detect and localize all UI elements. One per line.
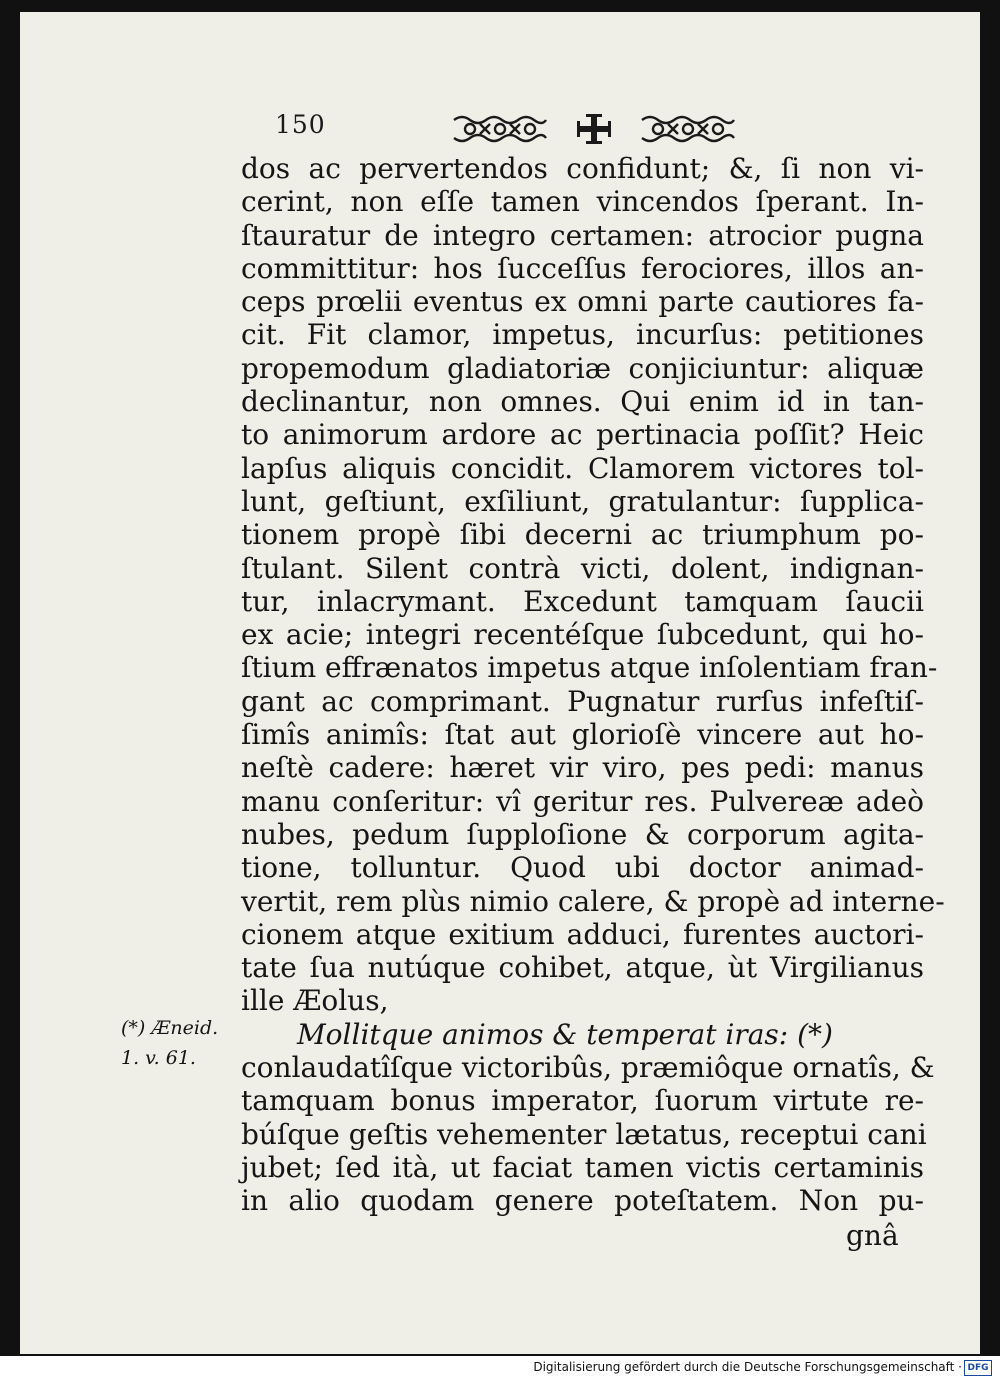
page-number: 150	[275, 110, 326, 139]
text-line: tamquam bonus imperator, ſuorum virtute re-	[241, 1084, 924, 1118]
text-line: ſtulant. Silent contrà victi, dolent, indignan-	[241, 551, 924, 585]
text-line: ſtium effrænatos impetus atque inſolentiam fran-	[241, 651, 938, 685]
text-line: tione, tolluntur. Quod ubi doctor animad-	[241, 851, 924, 885]
text-line: tionem propè ſibi decerni ac triumphum po-	[241, 518, 924, 552]
text-line: tate ſua nutúque cohibet, atque, ùt Virgilianus	[241, 951, 924, 985]
marginal-note-line: (*) Æneid.	[121, 1017, 219, 1039]
book-page	[20, 12, 980, 1354]
footer-credit: Digitalisierung gefördert durch die Deutsche Forschungsgemeinschaft ·	[533, 1360, 962, 1374]
quotation-line: Mollitque animos & temperat iras: (*)	[297, 1017, 833, 1051]
text-line: committitur: hos ſucceſſus ferociores, illos an-	[241, 251, 924, 285]
text-line: manu conſeritur: vî geritur res. Pulvereæ adeò	[241, 784, 924, 818]
text-line: cerint, non eſſe tamen vincendos ſperant. In-	[241, 185, 924, 219]
headpiece-cross-icon	[576, 112, 612, 146]
text-line: to animorum ardore ac pertinacia poſſit? Heic	[241, 418, 924, 452]
headpiece-ornament-right-icon	[638, 112, 738, 146]
text-line: cionem atque exitium adduci, furentes auctori-	[241, 917, 924, 951]
page-content	[20, 12, 980, 1354]
marginal-note-line: 1. v. 61.	[121, 1047, 196, 1069]
text-line: conlaudatîſque victoribûs, præmiôque ornatîs, &	[241, 1051, 935, 1085]
body-text	[241, 152, 945, 1218]
text-line: ex acie; integri recentéſque ſubcedunt, qui ho-	[241, 618, 924, 652]
text-line: lunt, geſtiunt, exſiliunt, gratulantur: ſupplica-	[241, 484, 924, 518]
text-line: gant ac comprimant. Pugnatur rurſus infeſtiſ-	[241, 684, 924, 718]
text-line: nubes, pedum ſupploſione & corporum agita-	[241, 817, 924, 851]
marginal-note	[121, 1013, 218, 1073]
catchword: gnâ	[846, 1219, 899, 1252]
text-line: cit. Fit clamor, impetus, incurſus: petitiones	[241, 318, 924, 352]
text-line: declinantur, non omnes. Qui enim id in tan-	[241, 385, 924, 419]
text-line: dos ac pervertendos confidunt; &, ſi non vi-	[241, 152, 924, 185]
text-line: lapſus aliquis concidit. Clamorem victores tol-	[241, 451, 924, 485]
text-line: vertit, rem plùs nimio calere, & propè ad interne-	[241, 884, 945, 918]
text-line: ille Æolus,	[241, 984, 389, 1018]
text-line: búſque geſtis vehementer lætatus, receptui cani	[241, 1117, 927, 1151]
dfg-logo-icon: DFG	[964, 1360, 992, 1376]
text-line: ſimîs animîs: ſtat aut glorioſè vincere aut ho-	[241, 718, 924, 752]
text-line: ſtauratur de integro certamen: atrocior pugna	[241, 218, 924, 252]
text-line: tur, inlacrymant. Excedunt tamquam ſaucii	[241, 584, 924, 618]
text-line: propemodum gladiatoriæ conjiciuntur: aliquæ	[241, 351, 924, 385]
text-line: in alio quodam genere poteſtatem. Non pu-	[241, 1184, 924, 1218]
headpiece-ornament-left-icon	[450, 112, 550, 146]
text-line: ceps prœlii eventus ex omni parte cautiores fa-	[241, 285, 924, 319]
text-line: jubet; ſed ità, ut faciat tamen victis certaminis	[241, 1150, 924, 1184]
footer-bar	[0, 1356, 1000, 1380]
text-line: neſtè cadere: hæret vir viro, pes pedi: manus	[241, 751, 924, 785]
